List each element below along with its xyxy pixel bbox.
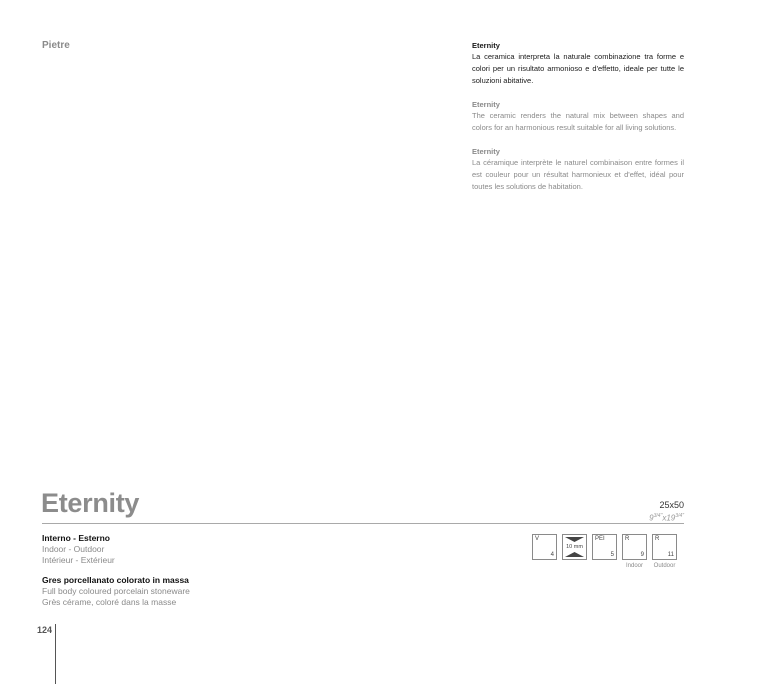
technical-icons: [532, 534, 677, 569]
material-block: [42, 575, 190, 608]
size-inch-a-frac: 3/4": [653, 513, 663, 519]
icon-caption: Indoor: [625, 563, 644, 569]
page-number-bar: [55, 624, 56, 684]
size-inch-x: x: [662, 513, 667, 523]
description-text: The ceramic renders the natural mix between shapes and colors for an harmonious result suitable for all living solutions.: [472, 111, 684, 132]
product-title: Eternity: [41, 488, 140, 518]
material-french: Grès cérame, coloré dans la masse: [42, 597, 177, 607]
description-italian: [472, 40, 684, 87]
description-text: La céramique interprète le naturel combinaison entre formes il est couleur pour un résultat harmonieux et d'effet, idéal pour toutes les solutions de habitation.: [472, 158, 684, 191]
slip-rating-outdoor-icon: [652, 534, 677, 569]
icon-value: 11: [667, 552, 674, 558]
icon-value: 9: [640, 552, 644, 558]
icon-value: 4: [550, 552, 554, 558]
use-french: Intérieur - Extérieur: [42, 555, 115, 565]
pei-icon: [592, 534, 617, 560]
description-english: [472, 99, 684, 134]
shade-variation-icon: [532, 534, 557, 560]
description-title: Eternity: [472, 41, 500, 50]
icon-label: R: [625, 536, 630, 542]
size-inch-b-frac: 3/4": [675, 513, 684, 519]
material-english: Full body coloured porcelain stoneware: [42, 586, 190, 596]
size-block: [649, 500, 684, 524]
icon-label: V: [535, 536, 540, 542]
description-title: Eternity: [472, 147, 500, 156]
icon-caption: Outdoor: [653, 563, 676, 569]
page-number: 124: [37, 625, 53, 635]
use-block: [42, 533, 115, 566]
title-divider: [42, 523, 684, 524]
use-italian: Interno - Esterno: [42, 533, 111, 543]
icon-label: R: [655, 536, 660, 542]
size-inch-b: 19: [666, 513, 676, 523]
description-text: La ceramica interpreta la naturale combinazione tra forme e colori per un risultato armonioso e d'effetto, ideale per tutte le soluzioni abitative.: [472, 52, 684, 85]
thickness-icon: [562, 534, 587, 560]
section-label: Pietre: [42, 40, 70, 51]
icon-label: PEI: [595, 536, 605, 542]
description-column: [472, 40, 684, 205]
slip-rating-indoor-icon: [622, 534, 647, 569]
size-cm: 25x50: [659, 500, 684, 510]
use-english: Indoor - Outdoor: [42, 544, 105, 554]
icon-value: 5: [610, 552, 614, 558]
thickness-value: 10 mm: [566, 544, 583, 550]
material-italian: Gres porcellanato colorato in massa: [42, 575, 189, 585]
description-title: Eternity: [472, 100, 500, 109]
description-french: [472, 146, 684, 193]
size-inch: [649, 511, 684, 524]
size-inch-a: 9: [649, 513, 654, 523]
